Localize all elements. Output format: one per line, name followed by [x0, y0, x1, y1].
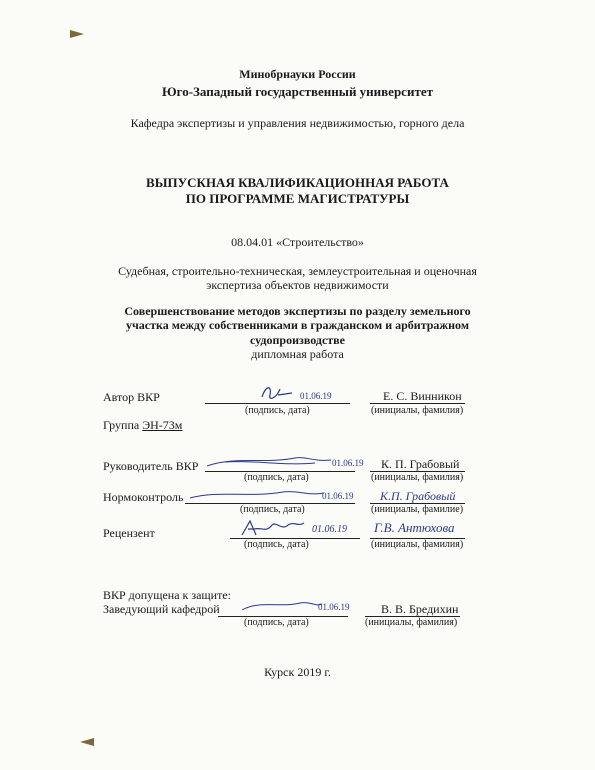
supervisor-name-hint: (инициалы, фамилия) — [371, 472, 464, 483]
supervisor-name: К. П. Грабовый — [381, 457, 460, 471]
topic-line2: участка между собственниками в гражданском и арбитражном — [125, 318, 469, 332]
document-title-line1: ВЫПУСКНАЯ КВАЛИФИКАЦИОННАЯ РАБОТА — [146, 175, 449, 190]
program-profile-line1: Судебная, строительно-техническая, землеустроительная и оценочная — [118, 264, 477, 278]
supervisor-sign-hint: (подпись, дата) — [244, 472, 309, 483]
normcontrol-signature-scribble — [188, 486, 328, 502]
reviewer-signature-scribble — [238, 517, 308, 539]
author-sign-line — [205, 403, 350, 404]
head-name: В. В. Бредихин — [381, 602, 459, 616]
author-name: Е. С. Винникон — [383, 389, 462, 403]
author-sign-hint: (подпись, дата) — [245, 405, 310, 416]
supervisor-sign-date: 01.06.19 — [332, 458, 364, 468]
reviewer-name-hint: (инициалы, фамилия) — [371, 539, 464, 550]
normcontrol-sign-date: 01.06.19 — [322, 491, 354, 501]
reviewer-sign-hint: (подпись, дата) — [244, 539, 309, 550]
program-profile-line2: экспертиза объектов недвижимости — [206, 278, 389, 292]
author-sign-date: 01.06.19 — [300, 391, 332, 401]
department-name: Кафедра экспертизы и управления недвижимостью, горного дела — [130, 116, 465, 130]
ministry-name: Минобрнауки России — [239, 67, 356, 81]
topic-line3: судопроизводстве — [250, 333, 345, 347]
scan-corner-mark-bottom — [80, 738, 94, 746]
supervisor-signature-scribble — [205, 454, 335, 470]
admission-line: ВКР допущена к защите: — [103, 588, 231, 602]
university-name: Юго-Западный государственный университет — [162, 84, 433, 99]
group-label: Группа — [103, 418, 140, 432]
author-label: Автор ВКР — [103, 390, 160, 404]
normcontrol-name-hint: (инициалы, фамилие) — [371, 504, 464, 515]
normcontrol-label: Нормоконтроль — [103, 490, 184, 504]
head-name-hint: (инициалы, фамилия) — [365, 617, 458, 628]
head-sign-date: 01.06.19 — [318, 602, 350, 612]
reviewer-sign-date: 01.06.19 — [312, 524, 347, 535]
author-name-hint: (инициалы, фамилия) — [371, 405, 464, 416]
city-year: Курск 2019 г. — [264, 665, 331, 679]
normcontrol-sign-hint: (подпись, дата) — [240, 504, 305, 515]
group-field — [103, 418, 182, 433]
normcontrol-name: К.П. Грабовый — [380, 489, 456, 503]
document-title-line2: ПО ПРОГРАММЕ МАГИСТРАТУРЫ — [185, 191, 410, 206]
work-type: дипломная работа — [251, 347, 344, 361]
reviewer-name: Г.В. Антюхова — [374, 520, 455, 535]
head-sign-hint: (подпись, дата) — [244, 617, 309, 628]
head-signature-scribble — [240, 598, 325, 614]
program-code: 08.04.01 «Строительство» — [231, 235, 364, 249]
head-of-department-label: Заведующий кафедрой — [103, 602, 220, 616]
author-signature-scribble — [258, 383, 298, 403]
supervisor-label: Руководитель ВКР — [103, 459, 199, 473]
scan-corner-mark-top — [70, 30, 84, 38]
group-value: ЭН-73м — [142, 418, 183, 432]
reviewer-label: Рецензент — [103, 526, 155, 540]
topic-line1: Совершенствование методов экспертизы по разделу земельного — [124, 304, 471, 318]
